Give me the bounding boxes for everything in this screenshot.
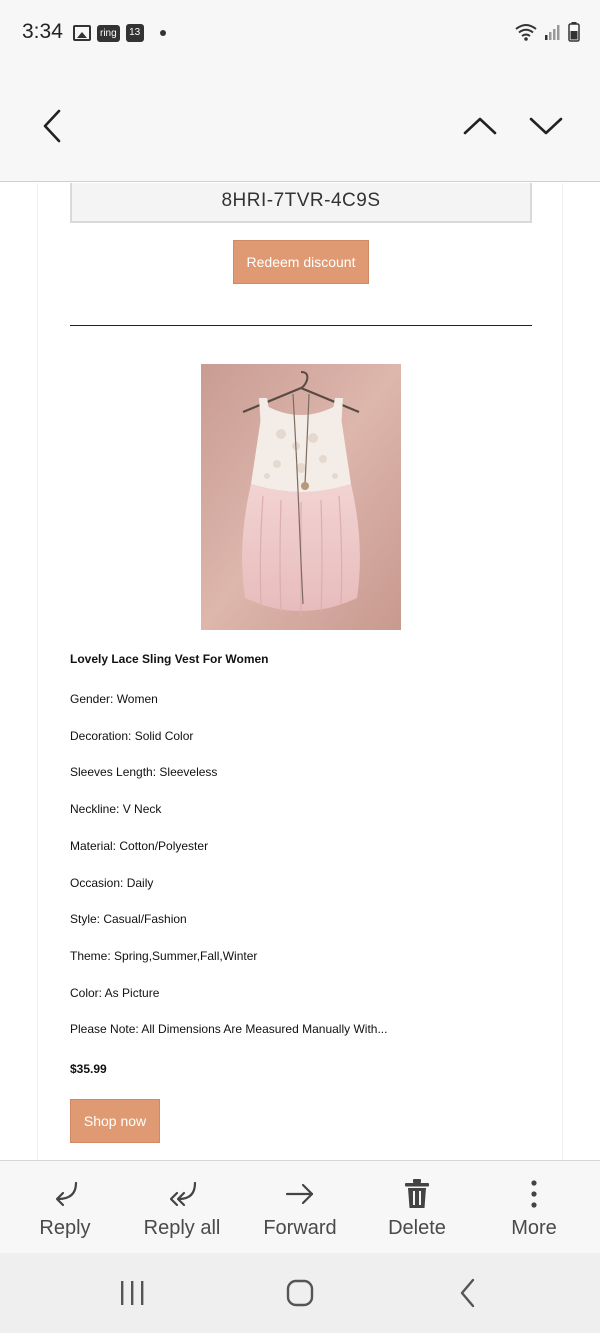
reply-all-label: Reply all — [143, 1217, 221, 1239]
spec-decoration: Decoration: Solid Color — [70, 729, 194, 743]
recent-apps-icon — [117, 1279, 147, 1307]
chevron-down-icon — [529, 116, 563, 136]
reply-all-icon — [165, 1177, 199, 1211]
email-header-bar — [0, 66, 600, 182]
wifi-icon — [514, 22, 538, 42]
redeem-discount-button[interactable]: Redeem discount — [233, 240, 369, 284]
notification-dot-icon — [160, 30, 166, 36]
product-image[interactable] — [201, 364, 401, 630]
delete-label: Delete — [388, 1217, 446, 1239]
home-icon — [285, 1278, 315, 1308]
divider — [70, 325, 532, 326]
next-email-button[interactable] — [528, 108, 564, 144]
spec-neckline: Neckline: V Neck — [70, 802, 162, 816]
shop-now-button[interactable]: Shop now — [70, 1099, 160, 1143]
back-icon — [458, 1278, 478, 1308]
back-button[interactable] — [34, 108, 70, 144]
ring-icon: ring — [97, 25, 120, 42]
more-label: More — [511, 1217, 557, 1239]
email-body[interactable] — [0, 183, 600, 1160]
more-button[interactable] — [475, 1161, 593, 1254]
status-bar — [0, 0, 600, 66]
email-card — [37, 183, 563, 1160]
spec-color: Color: As Picture — [70, 986, 160, 1000]
gallery-icon — [73, 25, 91, 41]
product-title: Lovely Lace Sling Vest For Women — [70, 652, 269, 666]
forward-button[interactable] — [241, 1161, 359, 1254]
home-button[interactable] — [282, 1277, 318, 1309]
spec-material: Material: Cotton/Polyester — [70, 839, 209, 853]
previous-email-button[interactable] — [462, 108, 498, 144]
reply-icon — [48, 1177, 82, 1211]
spec-gender: Gender: Women — [70, 692, 158, 706]
forward-arrow-icon — [283, 1177, 317, 1211]
recent-apps-button[interactable] — [114, 1277, 150, 1309]
email-action-bar — [0, 1160, 600, 1253]
spec-theme: Theme: Spring,Summer,Fall,Winter — [70, 949, 258, 963]
battery-icon — [568, 22, 580, 42]
reply-label: Reply — [39, 1217, 91, 1239]
spec-sleeves-length: Sleeves Length: Sleeveless — [70, 765, 218, 779]
spec-style: Style: Casual/Fashion — [70, 912, 187, 926]
status-time: 3:34 — [22, 20, 63, 43]
calendar-icon: 13 — [126, 24, 144, 42]
status-notification-icons — [73, 24, 166, 42]
nav-back-button[interactable] — [450, 1277, 486, 1309]
signal-icon — [544, 23, 562, 41]
trash-icon — [400, 1177, 434, 1211]
forward-label: Forward — [263, 1217, 337, 1239]
spec-note: Please Note: All Dimensions Are Measured Manually With... — [70, 1022, 388, 1036]
discount-code: 8HRI-7TVR-4C9S — [70, 183, 532, 223]
delete-button[interactable] — [358, 1161, 476, 1254]
chevron-left-icon — [42, 109, 62, 143]
reply-all-button[interactable] — [123, 1161, 241, 1254]
reply-button[interactable] — [6, 1161, 124, 1254]
status-system-icons — [514, 22, 580, 42]
spec-occasion: Occasion: Daily — [70, 876, 154, 890]
lace-vest-illustration — [201, 364, 401, 630]
chevron-up-icon — [463, 116, 497, 136]
system-navigation-bar — [0, 1253, 600, 1333]
product-price: $35.99 — [70, 1062, 107, 1076]
more-vertical-icon — [517, 1177, 551, 1211]
